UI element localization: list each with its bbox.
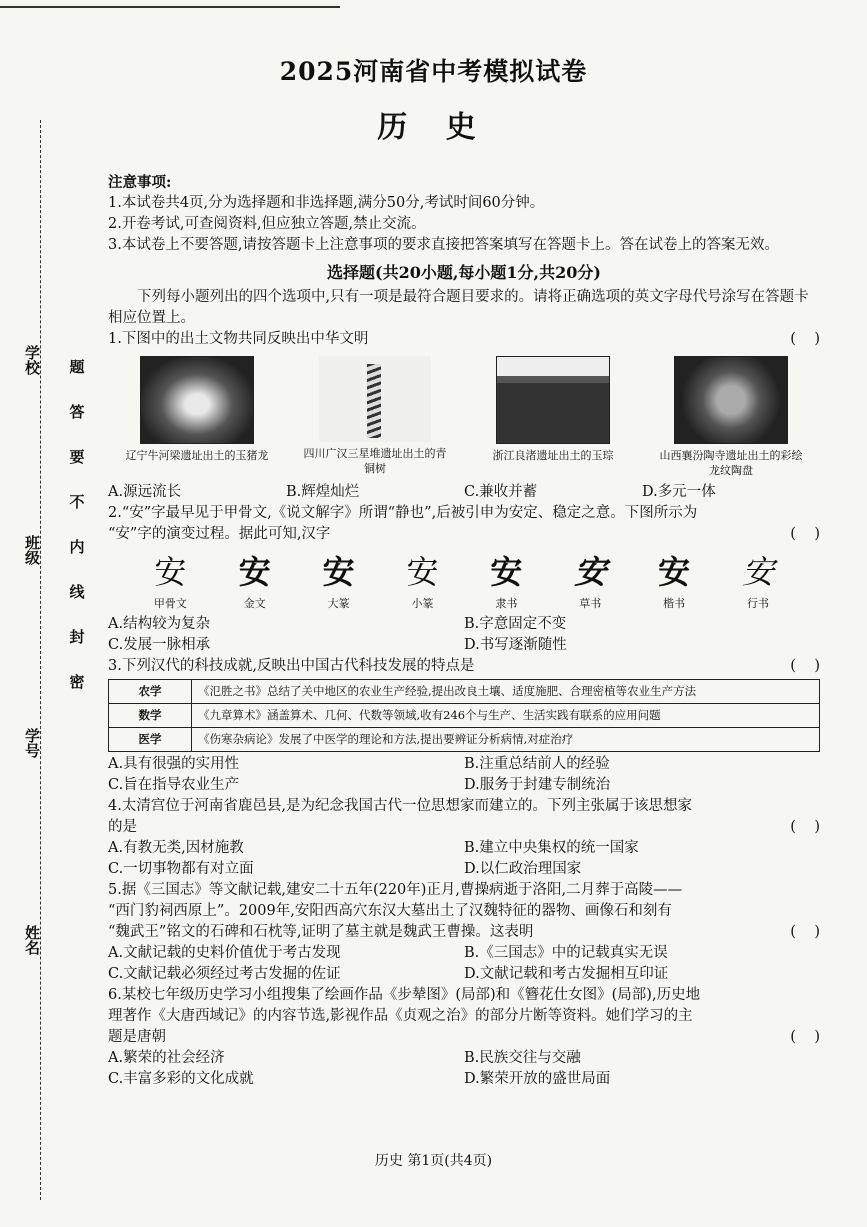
glyph-char: 安: [154, 553, 187, 591]
option-d: D.文献记载和考古发掘相互印证: [464, 966, 669, 982]
option-d: D.以仁政治理国家: [464, 861, 582, 877]
bronze-tree-image: [319, 356, 431, 442]
option-b: B.注重总结前人的经验: [464, 756, 610, 772]
glyph-char: 安: [322, 553, 355, 591]
glyph-char: 安: [574, 553, 607, 591]
achievement-table: [108, 679, 820, 752]
glyph: [574, 551, 606, 614]
question-stem: “安”字的演变过程。据此可知,汉字: [108, 526, 331, 542]
option-c: C.发展一脉相承: [108, 637, 211, 653]
seal-char: 题: [69, 358, 85, 376]
cut-line: [40, 120, 42, 1200]
question-stem: 2.“安”字最早见于甲骨文,《说文解字》所谓“静也”,后被引申为安定、稳定之意。下图所示为: [108, 505, 698, 521]
option-c: C.文献记载必须经过考古发掘的佐证: [108, 966, 341, 982]
name-label: 姓名: [23, 925, 41, 955]
question-5: [108, 880, 820, 985]
table-row: [109, 680, 820, 704]
seal-char: 答: [69, 403, 85, 421]
table-row: [109, 704, 820, 728]
option-b: B.建立中央集权的统一国家: [464, 840, 639, 856]
page-footer: 历史 第1页(共4页): [374, 1153, 493, 1169]
seal-char: 封: [69, 628, 85, 646]
artifact-caption: 辽宁牛河梁遗址出土的玉猪龙: [125, 449, 269, 462]
answer-paren: ( ): [790, 526, 820, 542]
student-id-label: 学号: [23, 728, 41, 758]
artifact: [656, 356, 806, 478]
answer-paren: ( ): [790, 331, 820, 347]
artifact-caption: 山西襄汾陶寺遗址出土的彩绘龙纹陶盘: [659, 449, 803, 477]
option-a: A.具有很强的实用性: [108, 756, 240, 772]
glyph-char: 安: [742, 553, 775, 591]
table-cell-desc: 《九章算术》涵盖算术、几何、代数等领域,收有246个与生产、生活实践有联系的应用问题: [192, 704, 820, 728]
answer-paren: ( ): [790, 819, 820, 835]
glyph-label: 小篆: [411, 597, 434, 610]
option-d: D.书写逐渐随性: [464, 637, 567, 653]
notes-title: 注意事项:: [108, 174, 172, 191]
question-stem: “魏武王”铭文的石碑和石枕等,证明了墓主就是魏武王曹操。这表明: [108, 924, 534, 940]
glyph-label: 草书: [579, 597, 602, 610]
option-b: B.民族交往与交融: [464, 1050, 581, 1066]
artifact: [122, 356, 272, 478]
question-stem: 5.据《三国志》等文献记载,建安二十五年(220年)正月,曹操病逝于洛阳,二月葬于高陵——: [108, 882, 683, 898]
option-c: C.兼收并蓄: [464, 484, 538, 500]
glyph-char: 安: [490, 553, 523, 591]
seal-char: 密: [69, 673, 85, 691]
options: [108, 943, 820, 985]
options: [108, 614, 820, 656]
jade-cong-image: [496, 356, 610, 444]
glyph-label: 行书: [747, 597, 770, 610]
options: [108, 482, 820, 503]
glyph-label: 大篆: [327, 597, 350, 610]
option-b: B.字意固定不变: [464, 616, 567, 632]
question-stem: 6.某校七年级历史学习小组搜集了绘画作品《步辇图》(局部)和《簪花仕女图》(局部),历史地: [108, 987, 701, 1003]
option-a: A.结构较为复杂: [108, 616, 211, 632]
seal-char: 要: [69, 448, 85, 466]
glyph-char: 安: [406, 553, 439, 591]
binding-gutter: [0, 0, 100, 1227]
options: [108, 838, 820, 880]
glyph-label: 楷书: [663, 597, 686, 610]
option-a: A.源远流长: [108, 484, 182, 500]
seal-char: 内: [69, 538, 85, 556]
seal-warning: [66, 360, 88, 690]
options: [108, 1048, 820, 1090]
glyph-label: 隶书: [495, 597, 518, 610]
question-stem: 3.下列汉代的科技成就,反映出中国古代科技发展的特点是: [108, 658, 475, 674]
character-evolution: [128, 551, 800, 614]
option-b: B.《三国志》中的记载真实无误: [464, 945, 668, 961]
option-c: C.旨在指导农业生产: [108, 777, 240, 793]
answer-paren: ( ): [790, 658, 820, 674]
dragon-plate-image: [674, 356, 788, 444]
table-cell-desc: 《氾胜之书》总结了关中地区的农业生产经验,提出改良土壤、适度施肥、合理密植等农业生产方法: [192, 680, 820, 704]
table-cell-field: 数学: [109, 704, 192, 728]
option-a: A.繁荣的社会经济: [108, 1050, 225, 1066]
question-4: [108, 796, 820, 880]
glyph: [742, 551, 774, 614]
glyph: [239, 551, 271, 614]
note-item: 3.本试卷上不要答题,请按答题卡上注意事项的要求直接把答案填写在答题卡上。答在试卷上的答案无效。: [108, 237, 779, 253]
question-2: [108, 503, 820, 656]
question-stem: 理著作《大唐西域记》的内容节选,影视作品《贞观之治》的部分片断等资料。她们学习的主: [108, 1008, 693, 1024]
glyph: [658, 551, 690, 614]
answer-paren: ( ): [790, 924, 820, 940]
exam-content: [108, 172, 820, 1090]
artifact-caption: 浙江良渚遗址出土的玉琮: [492, 449, 614, 462]
option-c: C.一切事物都有对立面: [108, 861, 254, 877]
table-cell-field: 农学: [109, 680, 192, 704]
option-b: B.辉煌灿烂: [286, 484, 360, 500]
question-stem: “西门豹祠西原上”。2009年,安阳西高穴东汉大墓出土了汉魏特征的器物、画像石和刻有: [108, 903, 672, 919]
option-d: D.多元一体: [642, 484, 716, 500]
artifact-caption: 四川广汉三星堆遗址出土的青铜树: [303, 447, 447, 475]
artifact: [478, 356, 628, 478]
question-stem: 题是唐朝: [108, 1029, 166, 1045]
jade-pig-dragon-image: [140, 356, 254, 444]
glyph-label: 甲骨文: [153, 597, 187, 610]
question-6: [108, 985, 820, 1090]
school-label: 学校: [23, 345, 41, 375]
section-title: 选择题(共20小题,每小题1分,共20分): [327, 263, 601, 282]
glyph: [323, 551, 355, 614]
subject-title: 历 史: [377, 110, 490, 145]
artifact: [300, 356, 450, 478]
glyph: [407, 551, 439, 614]
glyph-label: 金文: [243, 597, 266, 610]
section-instruction: 下列每小题列出的四个选项中,只有一项是最符合题目要求的。请将正确选项的英文字母代号涂写在答题卡相应位置上。: [108, 289, 809, 326]
note-item: 2.开卷考试,可查阅资料,但应独立答题,禁止交流。: [108, 216, 426, 232]
artifact-images: [108, 356, 820, 478]
glyph-char: 安: [658, 553, 691, 591]
class-label: 班级: [23, 535, 41, 565]
glyph: [154, 551, 187, 614]
options: [108, 754, 820, 796]
question-stem: 1.下图中的出土文物共同反映出中华文明: [108, 331, 369, 347]
glyph: [490, 551, 522, 614]
question-3: [108, 656, 820, 796]
glyph-char: 安: [238, 553, 271, 591]
question-stem: 4.太清宫位于河南省鹿邑县,是为纪念我国古代一位思想家而建立的。下列主张属于该思想家: [108, 798, 692, 814]
option-d: D.服务于封建专制统治: [464, 777, 611, 793]
seal-char: 不: [69, 493, 85, 511]
table-cell-field: 医学: [109, 728, 192, 752]
question-stem: 的是: [108, 819, 137, 835]
option-a: A.有教无类,因材施教: [108, 840, 244, 856]
note-item: 1.本试卷共4页,分为选择题和非选择题,满分50分,考试时间60分钟。: [108, 195, 545, 211]
option-a: A.文献记载的史料价值优于考古发现: [108, 945, 341, 961]
question-1: [108, 329, 820, 503]
seal-char: 线: [69, 583, 85, 601]
option-d: D.繁荣开放的盛世局面: [464, 1071, 611, 1087]
exam-title: 2025河南省中考模拟试卷: [279, 57, 588, 86]
table-cell-desc: 《伤寒杂病论》发展了中医学的理论和方法,提出要辨证分析病情,对症治疗: [192, 728, 820, 752]
option-c: C.丰富多彩的文化成就: [108, 1071, 254, 1087]
answer-paren: ( ): [790, 1029, 820, 1045]
table-row: [109, 728, 820, 752]
